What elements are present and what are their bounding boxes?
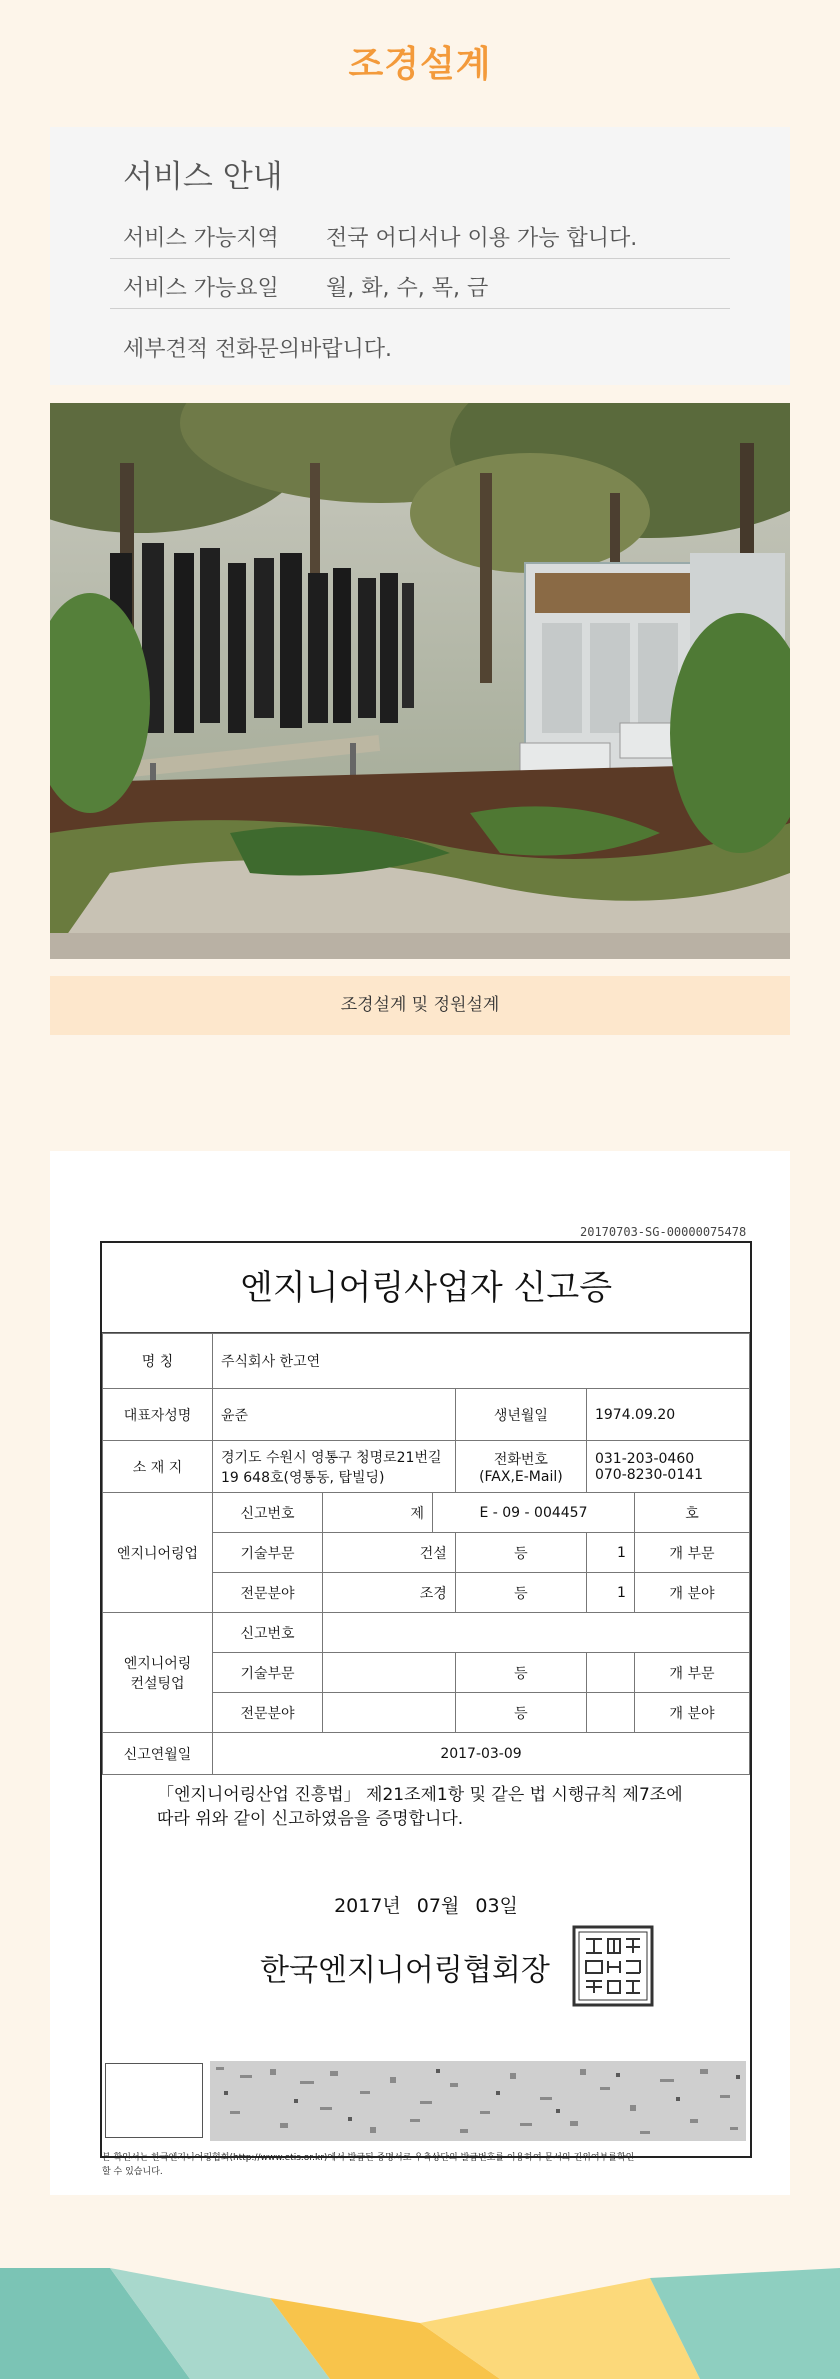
- consult-regno-label: 신고번호: [213, 1613, 323, 1653]
- phone-line2: 070-8230-0141: [594, 1466, 704, 1483]
- consult-spec-label: 전문분야: [213, 1693, 323, 1733]
- date-value: 2017-03-09: [213, 1733, 750, 1775]
- certificate-doc-number: 20170703-SG-00000075478: [580, 1225, 747, 1239]
- eng-tech-field: 건설: [323, 1533, 456, 1573]
- certificate-statement: [157, 1783, 717, 1831]
- garden-photo-illustration: [50, 403, 790, 959]
- phone-value: [586, 1441, 749, 1493]
- certificate-document: [100, 1241, 752, 2158]
- bottom-decoration: [0, 2268, 840, 2379]
- eng-tech-count: 1: [586, 1533, 634, 1573]
- statement-line2: 따라 위와 같이 신고하였음을 증명합니다.: [157, 1809, 464, 1829]
- rep-value: 윤준: [213, 1389, 456, 1441]
- consult-tech-deung: 등: [455, 1653, 586, 1693]
- eng-regno-label: 신고번호: [213, 1493, 323, 1533]
- rep-label: 대표자성명: [103, 1389, 213, 1441]
- service-row-days: [110, 259, 730, 309]
- eng-section-label: 엔지니어링업: [103, 1493, 213, 1613]
- consult-tech-field: [323, 1653, 456, 1693]
- official-seal-icon: [572, 1925, 654, 2007]
- phone-label-line2: (FAX,E-Mail): [479, 1468, 563, 1485]
- consult-regno-value: [323, 1613, 750, 1653]
- address-line2: 19 648호(영통동, 탑빌딩): [221, 1469, 385, 1486]
- eng-tech-unit: 개 부문: [634, 1533, 749, 1573]
- certificate-blank-box: [105, 2063, 203, 2138]
- service-days-value: 월, 화, 수, 목, 금: [326, 276, 489, 301]
- eng-spec-deung: 등: [455, 1573, 586, 1613]
- consult-spec-deung: 등: [455, 1693, 586, 1733]
- eng-tech-deung: 등: [455, 1533, 586, 1573]
- birth-label: 생년월일: [455, 1389, 586, 1441]
- table-row-eng-regno: [103, 1493, 750, 1533]
- eng-tech-label: 기술부문: [213, 1533, 323, 1573]
- consult-tech-unit: 개 부문: [634, 1653, 749, 1693]
- table-row-rep: [103, 1389, 750, 1441]
- consult-tech-label: 기술부문: [213, 1653, 323, 1693]
- service-days-label: 서비스 가능요일: [123, 276, 279, 301]
- service-row-area: [110, 209, 730, 259]
- consult-spec-unit: 개 분야: [634, 1693, 749, 1733]
- eng-spec-field: 조경: [323, 1573, 456, 1613]
- phone-label-line1: 전화번호: [493, 1451, 548, 1468]
- service-heading: 서비스 안내: [123, 159, 283, 195]
- address-value: [213, 1441, 456, 1493]
- name-value: 주식회사 한고연: [213, 1334, 750, 1389]
- certificate-issuer: 한국엔지니어링협회장: [260, 1953, 550, 1988]
- eng-regno-prefix: 제: [323, 1493, 433, 1533]
- consult-section-line2: 컨설팅업: [130, 1675, 185, 1692]
- table-row-address: [103, 1441, 750, 1493]
- birth-value: 1974.09.20: [586, 1389, 749, 1441]
- eng-spec-unit: 개 분야: [634, 1573, 749, 1613]
- consult-spec-field: [323, 1693, 456, 1733]
- service-info-box: [50, 127, 790, 385]
- consult-section-line1: 엔지니어링: [123, 1655, 192, 1672]
- eng-spec-count: 1: [586, 1573, 634, 1613]
- address-line1: 경기도 수원시 영통구 청명로21번길: [221, 1449, 442, 1466]
- certificate-title: 엔지니어링사업자 신고증: [102, 1243, 750, 1333]
- table-row-date: [103, 1733, 750, 1775]
- eng-regno-value: E - 09 - 004457: [433, 1493, 635, 1533]
- service-area-value: 전국 어디서나 이용 가능 합니다.: [326, 226, 638, 251]
- statement-line1: 「엔지니어링산업 진흥법」 제21조제1항 및 같은 법 시행규칙 제7조에: [157, 1785, 683, 1805]
- garden-photo: [50, 403, 790, 959]
- service-note: 세부견적 전화문의바랍니다.: [123, 337, 393, 362]
- date-label: 신고연월일: [103, 1733, 213, 1775]
- phone-label: [455, 1441, 586, 1493]
- footnote-line1: 본 확인서는 한국엔지니어링협회(http://www.etis.or.kr)에서 발급된 증명서로 우측상단의 발급번호를 이용하여 문서의 진위여부를확인: [102, 2153, 635, 2163]
- table-row-consult-regno: [103, 1613, 750, 1653]
- address-label: 소 재 지: [103, 1441, 213, 1493]
- photo-caption: 조경설계 및 정원설계: [50, 976, 790, 1035]
- certificate-issue-date: 2017년 07월 03일: [334, 1895, 518, 1917]
- consult-tech-count: [586, 1653, 634, 1693]
- certificate-card: [50, 1151, 790, 2195]
- page-title: 조경설계: [348, 44, 492, 85]
- security-pattern-icon: [210, 2061, 746, 2141]
- eng-regno-suffix: 호: [634, 1493, 749, 1533]
- service-area-label: 서비스 가능지역: [123, 226, 279, 251]
- footnote-line2: 할 수 있습니다.: [102, 2167, 163, 2177]
- phone-line1: 031-203-0460: [594, 1450, 695, 1467]
- name-label: 명 칭: [103, 1334, 213, 1389]
- consult-section-label: [103, 1613, 213, 1733]
- eng-spec-label: 전문분야: [213, 1573, 323, 1613]
- certificate-table: [102, 1333, 750, 1775]
- consult-spec-count: [586, 1693, 634, 1733]
- table-row-name: [103, 1334, 750, 1389]
- certificate-footnote: [102, 2151, 742, 2179]
